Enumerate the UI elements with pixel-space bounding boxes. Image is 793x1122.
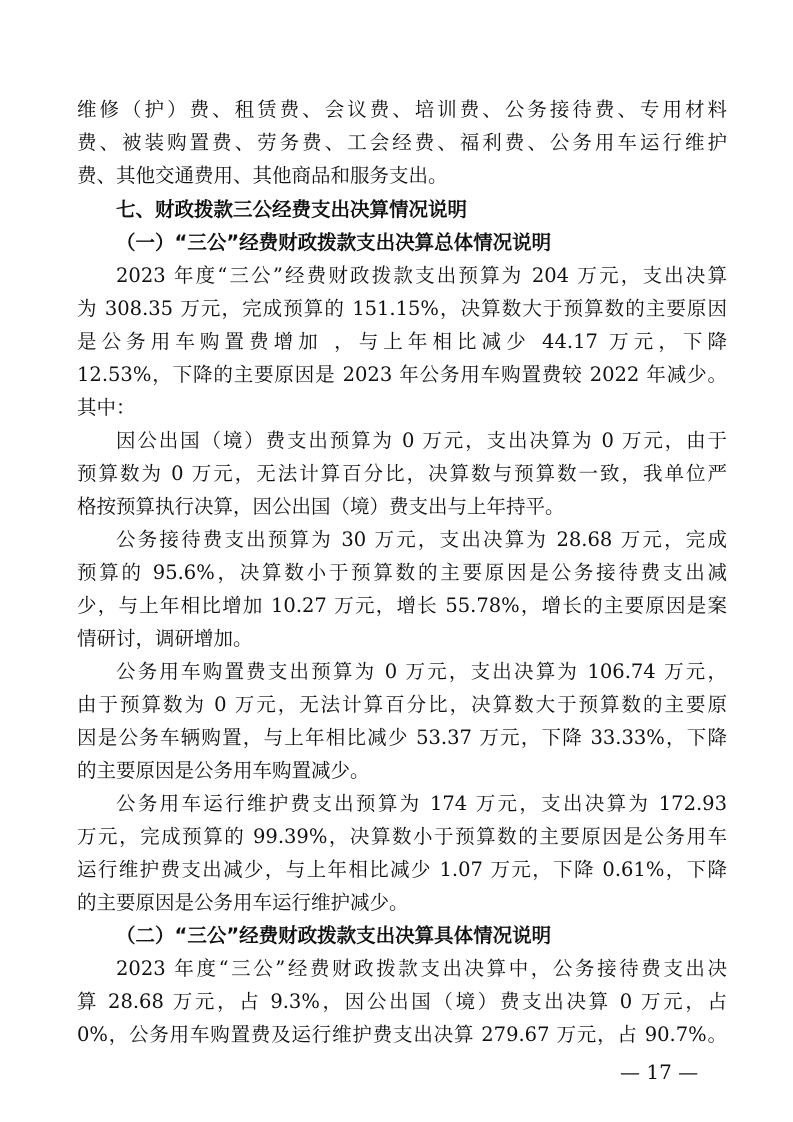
paragraph-line: 由于预算数为 0 万元，无法计算百分比，决算数大于预算数的主要原 xyxy=(77,693,727,716)
paragraph-line: 2023 年度“三公”经费财政拨款支出预算为 204 万元，支出决算 xyxy=(116,264,727,287)
paragraph-line: 公务接待费支出预算为 30 万元，支出决算为 28.68 万元，完成 xyxy=(116,528,727,551)
paragraph-line: 运行维护费支出减少，与上年相比减少 1.07 万元，下降 0.61%，下降 xyxy=(77,858,727,881)
page-number: — 17 — xyxy=(620,1060,699,1084)
subsection-heading: （二）“三公”经费财政拨款支出决算具体情况说明 xyxy=(116,924,552,947)
paragraph-line: 其中： xyxy=(77,396,136,419)
paragraph-line: 2023 年度“三公”经费财政拨款支出决算中，公务接待费支出决 xyxy=(116,957,727,980)
paragraph-line: 因公出国（境）费支出预算为 0 万元，支出决算为 0 万元，由于 xyxy=(116,429,727,452)
paragraph-line: 情研讨，调研增加。 xyxy=(77,627,253,650)
paragraph-line: 因是公务车辆购置，与上年相比减少 53.37 万元，下降 33.33%，下降 xyxy=(77,726,727,749)
paragraph-line: 是公务用车购置费增加 ，与上年相比减少 44.17 万元，下降 xyxy=(77,330,727,353)
paragraph-line: 费、被装购置费、劳务费、工会经费、福利费、公务用车运行维护 xyxy=(77,131,727,154)
paragraph-line: 维修（护）费、租赁费、会议费、培训费、公务接待费、专用材料 xyxy=(77,98,727,121)
paragraph-line: 算 28.68 万元，占 9.3%，因公出国（境）费支出决算 0 万元，占 xyxy=(77,990,727,1013)
subsection-heading: （一）“三公”经费财政拨款支出决算总体情况说明 xyxy=(116,231,552,254)
paragraph-line: 12.53%，下降的主要原因是 2023 年公务用车购置费较 2022 年减少。 xyxy=(77,363,727,386)
paragraph-line: 少，与上年相比增加 10.27 万元，增长 55.78%，增长的主要原因是案 xyxy=(77,594,727,617)
paragraph-line: 预算数为 0 万元，无法计算百分比，决算数与预算数一致，我单位严 xyxy=(77,462,727,485)
paragraph-line: 费、其他交通费用、其他商品和服务支出。 xyxy=(77,164,448,187)
paragraph-line: 为 308.35 万元，完成预算的 151.15%，决算数大于预算数的主要原因 xyxy=(77,297,727,320)
paragraph-line: 万元，完成预算的 99.39%，决算数小于预算数的主要原因是公务用车 xyxy=(77,825,727,848)
paragraph-line: 预算的 95.6%，决算数小于预算数的主要原因是公务接待费支出减 xyxy=(77,561,727,584)
paragraph-line: 公务用车运行维护费支出预算为 174 万元，支出决算为 172.93 xyxy=(116,792,727,815)
paragraph-line: 的主要原因是公务用车购置减少。 xyxy=(77,759,370,782)
paragraph-line: 公务用车购置费支出预算为 0 万元，支出决算为 106.74 万元， xyxy=(116,660,727,683)
paragraph-line: 格按预算执行决算，因公出国（境）费支出与上年持平。 xyxy=(77,495,565,518)
section-heading: 七、财政拨款三公经费支出决算情况说明 xyxy=(116,198,468,221)
paragraph-line: 的主要原因是公务用车运行维护减少。 xyxy=(77,891,409,914)
paragraph-line: 0%，公务用车购置费及运行维护费支出决算 279.67 万元，占 90.7%。 xyxy=(77,1023,727,1046)
